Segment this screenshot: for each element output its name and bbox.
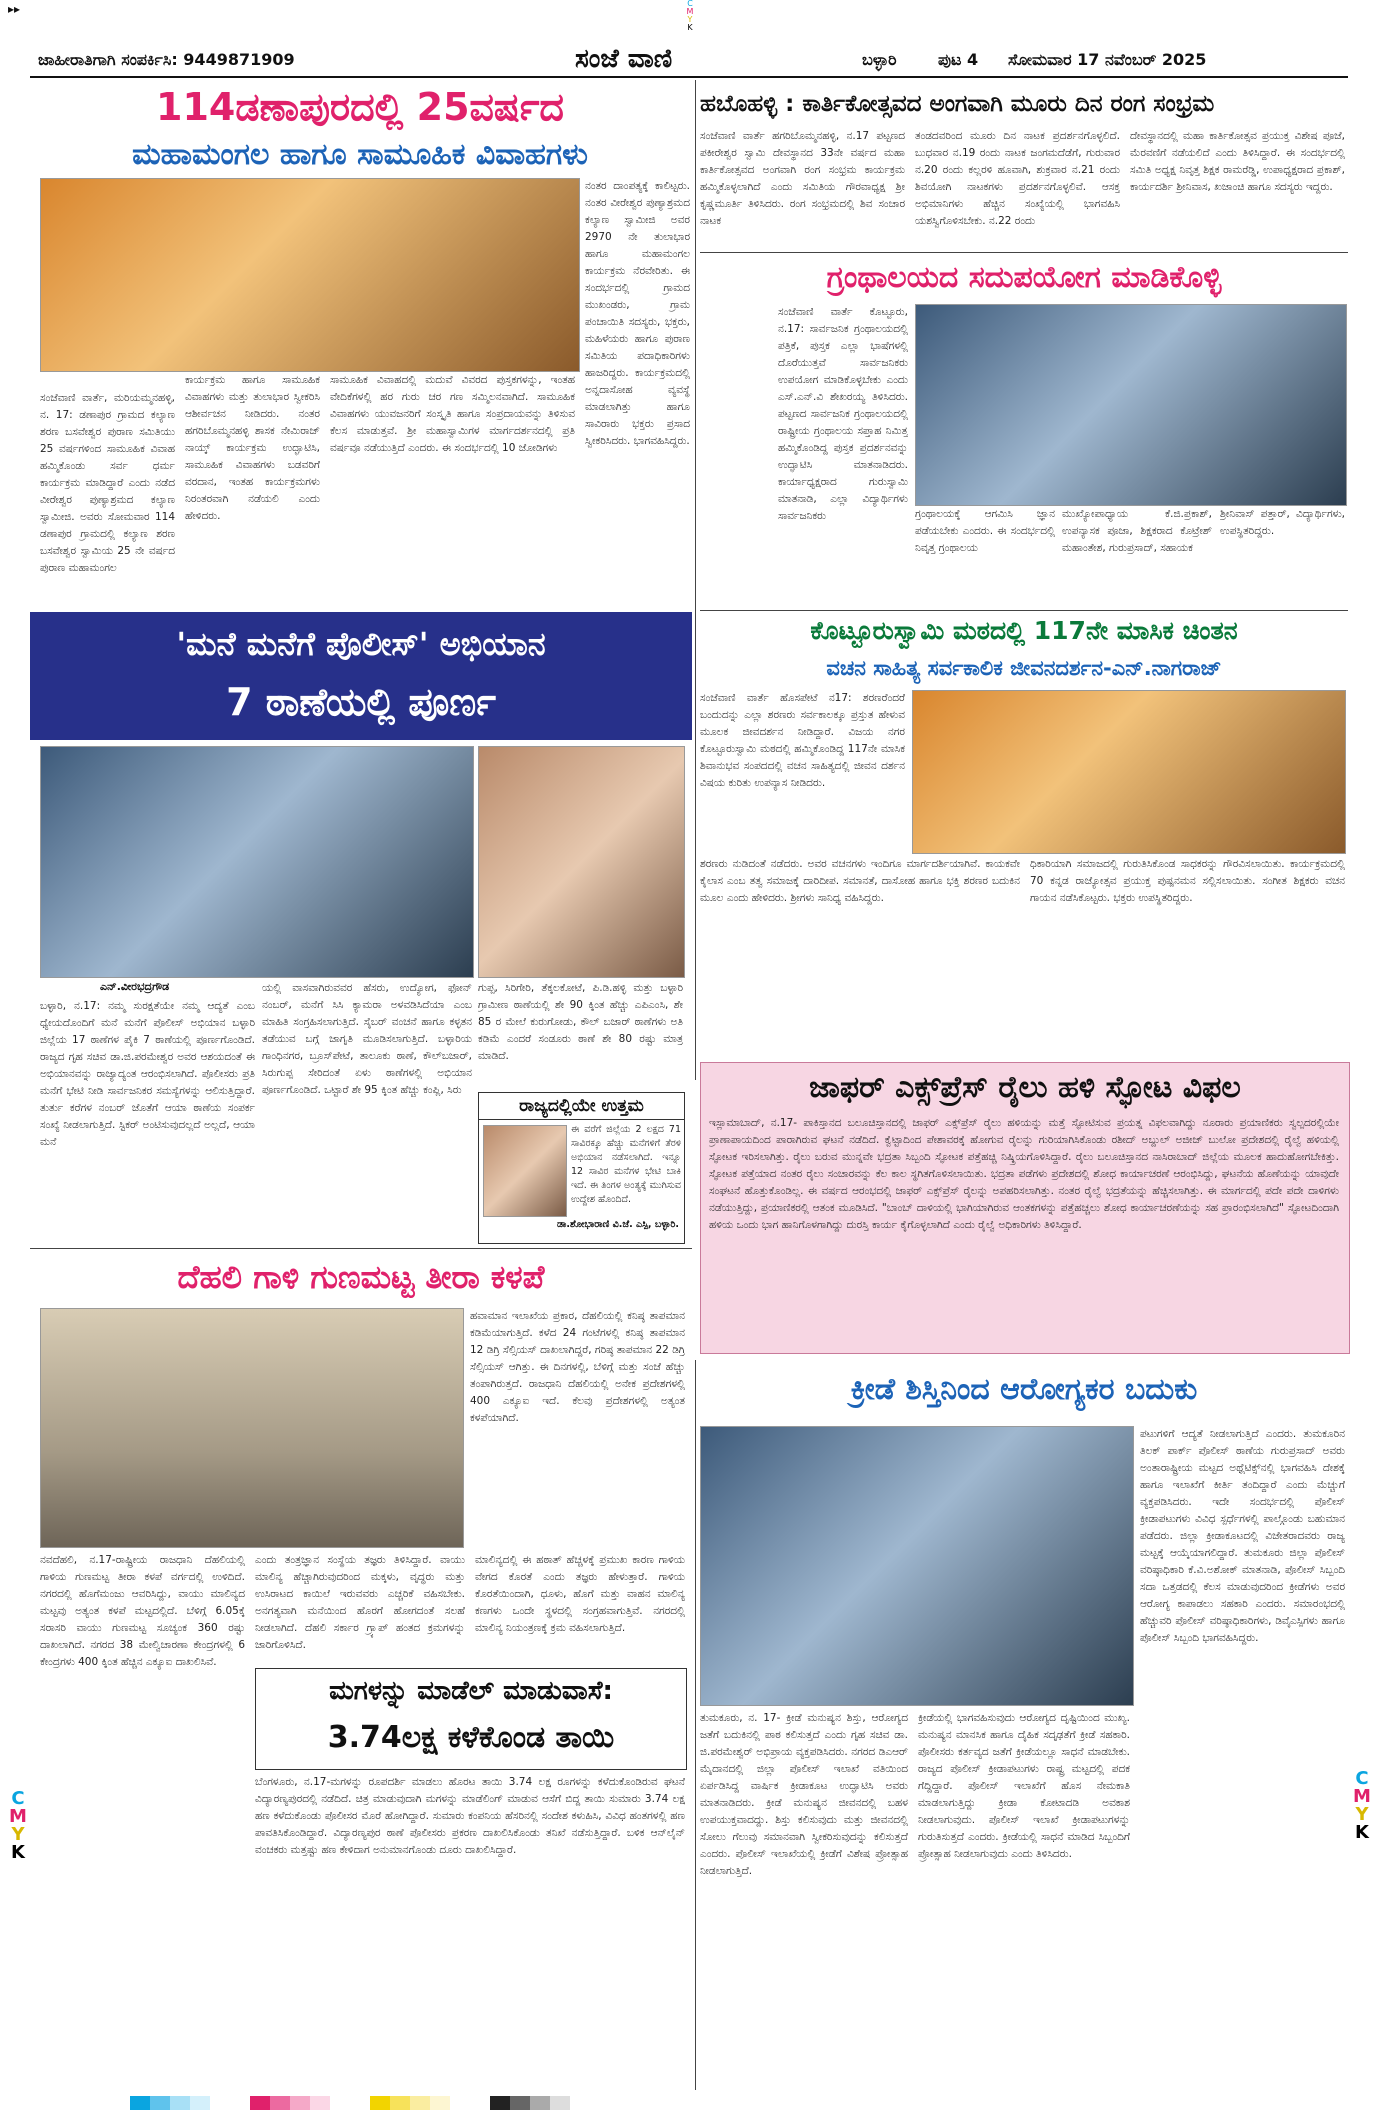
delhi-photo [40,1308,464,1548]
kottur-headline-1: ಕೊಟ್ಟೂರುಸ್ವಾಮಿ ಮಠದಲ್ಲಿ 117ನೇ ಮಾಸಿಕ ಚಿಂತನ [810,616,1238,645]
sp-portrait [483,1125,567,1217]
kottur-photo [912,690,1346,854]
police-byline: ಎನ್.ವೀರಭದ್ರಗೌಡ [100,980,170,993]
mother-head-box [255,1668,687,1770]
library-col1: ಸಂಜೆವಾಣಿ ವಾರ್ತೆ ಕೊಟ್ಟೂರು, ನ.17: ಸಾರ್ವಜನಿಕ ಗ್ರಂಥಾಲಯದಲ್ಲಿ ಪತ್ರಿಕೆ, ಪುಸ್ತಕ ಎಲ್ಲಾ ಭಾಷೆಗಳಲ್ಲಿ ದೊರೆಯುತ್ತವೆ ಸಾರ್ವಜನಿಕರು ಉಪಯೋಗ ಮಾಡಿಕೊಳ್ಳಬೇಕು ಎಂದು ಎಸ್.ಎನ್.ವಿ ಶೇಖರಯ್ಯ ತಿಳಿಸಿದರು. ಪಟ್ಟಣದ ಸಾರ್ವಜನಿಕ ಗ್ರಂಥಾಲಯದಲ್ಲಿ ರಾಷ್ಟ್ರೀಯ ಗ್ರಂಥಾಲಯ ಸಪ್ತಾಹ ನಿಮಿತ್ತ ಹಮ್ಮಿಕೊಂಡಿದ್ದ ಪುಸ್ತಕ ಪ್ರದರ್ಶನವನ್ನು ಉದ್ಘಾಟಿಸಿ ಮಾತನಾಡಿದರು. ಕಾರ್ಯಾಧ್ಯಕ್ಷರಾದ ಗುರುಸ್ವಾಮಿ ಮಾತನಾಡಿ, ಎಲ್ಲಾ ವಿದ್ಯಾರ್ಥಿಗಳು ಸಾರ್ವಜನಿಕರು [778,306,908,522]
police-box-title: ರಾಜ್ಯದಲ್ಲಿಯೇ ಉತ್ತಮ [479,1093,684,1120]
issue-date: ಸೋಮವಾರ 17 ನವೆಂಬರ್ 2025 [1008,50,1207,69]
sports-col2: ಕ್ರೀಡೆಯಲ್ಲಿ ಭಾಗವಹಿಸುವುದು ಆರೋಗ್ಯದ ದೃಷ್ಟಿಯಿಂದ ಮುಖ್ಯ. ಮನುಷ್ಯನ ಮಾನಸಿಕ ಹಾಗೂ ದೈಹಿಕ ಸದೃಢತೆಗೆ ಕ್ರೀಡೆ ಸಹಕಾರಿ. ಪೊಲೀಸರು ಕರ್ತವ್ಯದ ಜತೆಗೆ ಕ್ರೀಡೆಯಲ್ಲೂ ಸಾಧನೆ ಮಾಡಬೇಕು. ರಾಜ್ಯದ ಪೊಲೀಸ್ ಕ್ರೀಡಾಪಟುಗಳು ರಾಷ್ಟ್ರ ಮಟ್ಟದಲ್ಲಿ ಪದಕ ಗೆದ್ದಿದ್ದಾರೆ. ಪೊಲೀಸ್ ಇಲಾಖೆಗೆ ಹೊಸ ನೇಮಕಾತಿ ಮಾಡಲಾಗುತ್ತಿದ್ದು ಕ್ರೀಡಾ ಕೋಟಾದಡಿ ಅವಕಾಶ ನೀಡಲಾಗುವುದು. ಪೊಲೀಸ್ ಇಲಾಖೆ ಕ್ರೀಡಾಪಟುಗಳನ್ನು ಗುರುತಿಸುತ್ತದೆ ಎಂದರು. ಕ್ರೀಡೆಯಲ್ಲಿ ಸಾಧನೆ ಮಾಡಿದ ಸಿಬ್ಬಂದಿಗೆ ಪ್ರೋತ್ಸಾಹ ನೀಡಲಾಗುವುದು ಎಂದು ತಿಳಿಸಿದರು. [918,1712,1130,1860]
rule-library [700,610,1348,611]
delhi-col2: ಎಂದು ತಂತ್ರಜ್ಞಾನ ಸಂಸ್ಥೆಯ ತಜ್ಞರು ತಿಳಿಸಿದ್ದಾರೆ. ವಾಯು ಮಾಲಿನ್ಯ ಹೆಚ್ಚಾಗಿರುವುದರಿಂದ ಮಕ್ಕಳು, ವೃದ್ಧರು ಮತ್ತು ಉಸಿರಾಟದ ಕಾಯಿಲೆ ಇರುವವರು ಎಚ್ಚರಿಕೆ ವಹಿಸಬೇಕು. ಅನಗತ್ಯವಾಗಿ ಮನೆಯಿಂದ ಹೊರಗೆ ಹೋಗದಂತೆ ಸಲಹೆ ನೀಡಲಾಗಿದೆ. ದೆಹಲಿ ಸರ್ಕಾರ ಗ್ರ್ಯಾಪ್ ಹಂತದ ಕ್ರಮಗಳನ್ನು ಜಾರಿಗೊಳಿಸಿದೆ. [255,1554,465,1651]
marriage-col2: ಕಾರ್ಯಕ್ರಮ ಹಾಗೂ ಸಾಮೂಹಿಕ ವಿವಾಹಗಳು ಮತ್ತು ತುಲಾಭಾರ ಸ್ವೀಕರಿಸಿ ಆಶೀರ್ವಚನ ನೀಡಿದರು. ನಂತರ ಹಗರಿಬೊಮ್ಮನಹಳ್ಳಿ ಶಾಸಕ ನೇಮಿರಾಜ್ ನಾಯ್ಕ್ ಕಾರ್ಯಕ್ರಮ ಉದ್ಘಾಟಿಸಿ, ಸಾಮೂಹಿಕ ವಿವಾಹಗಳು ಬಡವರಿಗೆ ವರದಾನ, ಇಂತಹ ಕಾರ್ಯಕ್ರಮಗಳು ನಿರಂತರವಾಗಿ ನಡೆಯಲಿ ಎಂದು ಹೇಳಿದರು. [185,374,320,522]
jafar-headline: ಜಾಫರ್ ಎಕ್ಸ್‌ಪ್ರೆಸ್ ರೈಲು ಹಳಿ ಸ್ಫೋಟ ವಿಫಲ [809,1070,1241,1105]
sports-headline: ಕ್ರೀಡೆ ಶಿಸ್ತಿನಿಂದ ಆರೋಗ್ಯಕರ ಬದುಕು [850,1372,1198,1407]
cmyk-k: K [687,23,693,32]
marriage-headline-2: ಮಹಾಮಂಗಲ ಹಾಗೂ ಸಾಮೂಹಿಕ ವಿವಾಹಗಳು [132,137,588,172]
police-box-signature: ಡಾ.ಶೋಭಾರಾಣಿ ವಿ.ಜೆ. ಎಸ್ಪಿ, ಬಳ್ಳಾರಿ. [556,1219,679,1230]
cmyk-top-mark [682,0,698,32]
cmyk-left-c: C [11,1788,25,1809]
mother-headline-1: ಮಗಳನ್ನು ಮಾಡೆಲ್ ಮಾಡುವಾಸೆ: [329,1676,613,1706]
cmyk-left-k: K [11,1842,25,1863]
kottur-headline-2: ವಚನ ಸಾಹಿತ್ಯ ಸರ್ವಕಾಲಿಕ ಜೀವನದರ್ಶನ-ಎನ್.ನಾಗರಾಜ್ [826,656,1222,680]
cmyk-right-k: K [1355,1822,1369,1843]
police-col3: ಗುಪ್ಪ, ಸಿರಿಗೇರಿ, ತೆಕ್ಕಲಕೋಟೆ, ಪಿ.ಡಿ.ಹಳ್ಳಿ ಮತ್ತು ಬಳ್ಳಾರಿ ಗ್ರಾಮೀಣ ಠಾಣೆಯಲ್ಲಿ ಶೇ 90 ಕ್ಕಿಂತ ಹೆಚ್ಚು ಎಪಿಎಂಸಿ, ಶೇ 85 ರ ಮೇಲೆ ಕುರುಗೋಡು, ಕೌಲ್ ಬಜಾರ್ ಠಾಣೆಗಳು ಅತಿ ಕಡಿಮೆ ಎಂದರೆ ಸಂಡೂರು ಠಾಣೆ ಶೇ 80 ರಷ್ಟು ಮಾತ್ರ ಮಾಡಿದೆ. [478,982,683,1062]
kottur-col3: ಧಿಕಾರಿಯಾಗಿ ಸಮಾಜದಲ್ಲಿ ಗುರುತಿಸಿಕೊಂಡ ಸಾಧಕರನ್ನು ಗೌರವಿಸಲಾಯಿತು. ಕಾರ್ಯಕ್ರಮದಲ್ಲಿ 70 ಕನ್ನಡ ರಾಜ್ಯೋತ್ಸವ ಪ್ರಯುಕ್ತ ಪುಷ್ಪನಮನ ಸಲ್ಲಿಸಲಾಯಿತು. ಸಂಗೀತ ಶಿಕ್ಷಕರು ವಚನ ಗಾಯನ ನಡೆಸಿಕೊಟ್ಟರು. ಭಕ್ತರು ಉಪಸ್ಥಿತರಿದ್ದರು. [1030,858,1345,904]
color-calibration-bar [130,2096,570,2110]
masthead-rule [30,76,1348,78]
cmyk-right-mark [1352,1770,1372,1842]
police-photo-2 [478,746,685,978]
cmyk-y: Y [687,15,693,24]
rule-harapanahalli [700,252,1348,253]
cmyk-right-c: C [1355,1768,1369,1789]
edition-city: ಬಳ್ಳಾರಿ [862,50,897,69]
kottur-col2: ಶರಣರು ನುಡಿದಂತೆ ನಡೆದರು. ಅವರ ವಚನಗಳು ಇಂದಿಗೂ ಮಾರ್ಗದರ್ಶಿಯಾಗಿವೆ. ಕಾಯಕವೇ ಕೈಲಾಸ ಎಂಬ ತತ್ವ ಸಮಾಜಕ್ಕೆ ದಾರಿದೀಪ. ಸಮಾನತೆ, ದಾಸೋಹ ಹಾಗೂ ಭಕ್ತಿ ಶರಣರ ಬದುಕಿನ ಮೂಲ ಎಂದು ಹೇಳಿದರು. ಶ್ರೀಗಳು ಸಾನಿಧ್ಯ ವಹಿಸಿದ್ದರು. [700,858,1020,904]
harapanahalli-headline: ಹಬೊಹಳ್ಳಿ : ಕಾರ್ತಿಕೋತ್ಸವದ ಅಂಗವಾಗಿ ಮೂರು ದಿನ ರಂಗ ಸಂಭ್ರಮ [700,84,1348,124]
sports-col1: ತುಮಕೂರು, ನ. 17- ಕ್ರೀಡೆ ಮನುಷ್ಯನ ಶಿಸ್ತು, ಆರೋಗ್ಯದ ಜತೆಗೆ ಬದುಕಿನಲ್ಲಿ ಪಾಠ ಕಲಿಸುತ್ತದೆ ಎಂದು ಗೃಹ ಸಚಿವ ಡಾ. ಜಿ.ಪರಮೇಶ್ವರ್ ಅಭಿಪ್ರಾಯ ವ್ಯಕ್ತಪಡಿಸಿದರು. ನಗರದ ಡಿಎಆರ್ ಮೈದಾನದಲ್ಲಿ ಜಿಲ್ಲಾ ಪೊಲೀಸ್ ಇಲಾಖೆ ವತಿಯಿಂದ ಏರ್ಪಡಿಸಿದ್ದ ವಾರ್ಷಿಕ ಕ್ರೀಡಾಕೂಟ ಉದ್ಘಾಟಿಸಿ ಅವರು ಮಾತನಾಡಿದರು. ಕ್ರೀಡೆ ಮನುಷ್ಯನ ಜೀವನದಲ್ಲಿ ಬಹಳ ಉಪಯುಕ್ತವಾದದ್ದು. ಶಿಸ್ತು ಕಲಿಸುವುದು ಮತ್ತು ಜೀವನದಲ್ಲಿ ಸೋಲು ಗೆಲುವು ಸಮಾನವಾಗಿ ಸ್ವೀಕರಿಸುವುದನ್ನು ಕಲಿಸುತ್ತದೆ ಎಂದರು. ಪೊಲೀಸ್ ಇಲಾಖೆಯಲ್ಲಿ ಕ್ರೀಡೆಗೆ ವಿಶೇಷ ಪ್ರೋತ್ಸಾಹ ನೀಡಲಾಗುತ್ತಿದೆ. [700,1712,908,1877]
library-headline: ಗ್ರಂಥಾಲಯದ ಸದುಪಯೋಗ ಮಾಡಿಕೊಳ್ಳಿ [826,260,1222,295]
police-col2: ಯಲ್ಲಿ ವಾಸವಾಗಿರುವವರ ಹೆಸರು, ಉದ್ಯೋಗ, ಫೋನ್ ನಂಬರ್, ಮನೆಗೆ ಸಿಸಿ ಕ್ಯಾಮರಾ ಅಳವಡಿಸಿದೆಯಾ ಎಂಬ ಮಾಹಿತಿ ಸಂಗ್ರಹಿಸಲಾಗುತ್ತಿದೆ. ಸೈಬರ್ ವಂಚನೆ ಹಾಗೂ ಕಳ್ಳತನ ತಡೆಯುವ ಬಗ್ಗೆ ಜಾಗೃತಿ ಮೂಡಿಸಲಾಗುತ್ತಿದೆ. ಬಳ್ಳಾರಿಯ ಗಾಂಧಿನಗರ, ಬ್ರೂಸ್‌ಪೇಟೆ, ತಾಲೂಕು ಠಾಣೆ, ಕೌಲ್‌ಬಜಾರ್, ಸಿರುಗುಪ್ಪ ಸೇರಿದಂತೆ ಏಳು ಠಾಣೆಗಳಲ್ಲಿ ಅಭಿಯಾನ ಪೂರ್ಣಗೊಂಡಿದೆ. ಒಟ್ಟಾರೆ ಶೇ 95 ಕ್ಕಿಂತ ಹೆಚ್ಚು ಕಂಪ್ಲಿ, ಸಿರು [262,982,472,1096]
mother-headline-2: 3.74ಲಕ್ಷ ಕಳೆಕೊಂಡ ತಾಯಿ [327,1720,615,1755]
sports-photo [700,1426,1134,1706]
cmyk-c: C [687,0,693,8]
delhi-col1: ನವದೆಹಲಿ, ನ.17-ರಾಷ್ಟ್ರೀಯ ರಾಜಧಾನಿ ದೆಹಲಿಯಲ್ಲಿ ಗಾಳಿಯ ಗುಣಮಟ್ಟ ತೀರಾ ಕಳಪೆ ವರ್ಗದಲ್ಲಿ ಉಳಿದಿದೆ. ನಗರದಲ್ಲಿ ಹೊಗೆಮಂಜು ಆವರಿಸಿದ್ದು, ವಾಯು ಮಾಲಿನ್ಯದ ಮಟ್ಟವು ಅತ್ಯಂತ ಕಳಪೆ ಮಟ್ಟದಲ್ಲಿದೆ. ಬೆಳಿಗ್ಗೆ 6.05ಕ್ಕೆ ಸರಾಸರಿ ವಾಯು ಗುಣಮಟ್ಟ ಸೂಚ್ಯಂಕ 360 ರಷ್ಟು ದಾಖಲಾಗಿದೆ. ನಗರದ 38 ಮೇಲ್ವಿಚಾರಣಾ ಕೇಂದ್ರಗಳಲ್ಲಿ 6 ಕೇಂದ್ರಗಳು 400 ಕ್ಕಿಂತ ಹೆಚ್ಚಿನ ಎಕ್ಯೂಐ ದಾಖಲಿಸಿವೆ. [40,1554,245,1668]
jafar-body: ಇಸ್ಲಾಮಾಬಾದ್, ನ.17- ಪಾಕಿಸ್ತಾನದ ಬಲೂಚಿಸ್ತಾನದಲ್ಲಿ ಜಾಫರ್ ಎಕ್ಸ್‌ಪ್ರೆಸ್ ರೈಲು ಹಳಿಯನ್ನು ಮತ್ತೆ ಸ್ಫೋಟಿಸುವ ಪ್ರಯತ್ನ ವಿಫಲವಾಗಿದ್ದು ನೂರಾರು ಪ್ರಯಾಣಿಕರು ಸ್ವಲ್ಪದರಲ್ಲಿಯೇ ಪ್ರಾಣಾಪಾಯದಿಂದ ಪಾರಾಗಿರುವ ಘಟನೆ ನಡೆದಿದೆ. ಕ್ವೆಟ್ಟಾದಿಂದ ಪೇಶಾವರಕ್ಕೆ ಹೋಗುವ ರೈಲನ್ನು ಗುರಿಯಾಗಿಸಿಕೊಂಡು ರಶೀದ್ ಅಬ್ದುಲ್ ಅಜೀಜ್ ಬುಲೋ ಪ್ರದೇಶದಲ್ಲಿ ರೈಲ್ವೆ ಹಳಿಯಲ್ಲಿ ಸ್ಫೋಟಕ ಇರಿಸಲಾಗಿತ್ತು. ರೈಲು ಬರುವ ಮುನ್ನವೇ ಭದ್ರತಾ ಸಿಬ್ಬಂದಿ ಸ್ಫೋಟಕ ಪತ್ತೆಹಚ್ಚಿ ನಿಷ್ಕ್ರಿಯಗೊಳಿಸಿದ್ದಾರೆ. ರೈಲು ಬಲೂಚಿಸ್ತಾನದ ನಾಸಿರಾಬಾದ್ ಜಿಲ್ಲೆಯ ಮೂಲಕ ಹಾದುಹೋಗಬೇಕಿತ್ತು. ಸ್ಫೋಟಕ ಪತ್ತೆಯಾದ ನಂತರ ರೈಲು ಸಂಚಾರವನ್ನು ಕೆಲ ಕಾಲ ಸ್ಥಗಿತಗೊಳಿಸಲಾಯಿತು. ಭದ್ರತಾ ಪಡೆಗಳು ಪ್ರದೇಶದಲ್ಲಿ ಶೋಧ ಕಾರ್ಯಾಚರಣೆ ಆರಂಭಿಸಿದ್ದು, ಘಟನೆಯ ಹೊಣೆಯನ್ನು ಯಾವುದೇ ಸಂಘಟನೆ ಹೊತ್ತುಕೊಂಡಿಲ್ಲ. ಈ ವರ್ಷದ ಆರಂಭದಲ್ಲಿ ಜಾಫರ್ ಎಕ್ಸ್‌ಪ್ರೆಸ್ ರೈಲನ್ನು ಅಪಹರಿಸಲಾಗಿತ್ತು. ನಂತರ ರೈಲ್ವೆ ಭದ್ರತೆಯನ್ನು ಹೆಚ್ಚಿಸಲಾಗಿತ್ತು. ಈ ಮಾರ್ಗದಲ್ಲಿ ಪದೇ ಪದೇ ದಾಳಿಗಳು ನಡೆಯುತ್ತಿದ್ದು, ಪ್ರಯಾಣಿಕರಲ್ಲಿ ಆತಂಕ ಮೂಡಿಸಿದೆ. "ಬಾಂಬ್ ದಾಳಿಯಲ್ಲಿ ಭಾಗಿಯಾಗಿರುವ ಆಂತಕಗಳನ್ನು ಪತ್ತೆಹಚ್ಚಲು ಶೋಧ ಕಾರ್ಯಾಚರಣೆಯನ್ನು ಸಹ ಪ್ರಾರಂಭಿಸಲಾಗಿದೆ" ಸ್ಫೋಟದಿಂದಾಗಿ ಹಳಿಯ ಒಂದು ಭಾಗ ಹಾನಿಗೊಳಗಾಗಿದ್ದು ದುರಸ್ತಿ ಕಾರ್ಯ ಕೈಗೊಳ್ಳಲಾಗಿದೆ ಎಂದು ರೈಲ್ವೆ ಅಧಿಕಾರಿಗಳು ತಿಳಿಸಿದ್ದಾರೆ. [709,1117,1339,1231]
police-box [478,1092,685,1244]
cmyk-m: M [686,7,694,16]
cmyk-left-mark [8,1790,28,1862]
rule-delhi [30,1248,692,1249]
marriage-col1: ಸಂಜೆವಾಣಿ ವಾರ್ತೆ, ಮರಿಯಮ್ಮನಹಳ್ಳಿ, ನ. 17: ಡಣಾಪುರ ಗ್ರಾಮದ ಕಲ್ಯಾಣ ಶರಣ ಬಸವೇಶ್ವರ ಪುರಾಣ ಸಮಿತಿಯು 25 ವರ್ಷಗಳಿಂದ ಸಾಮೂಹಿಕ ವಿವಾಹ ಹಮ್ಮಿಕೊಂಡು ಸರ್ವ ಧರ್ಮ ಕಾರ್ಯಕ್ರಮ ಮಾಡಿದ್ದಾರೆ ಎಂದು ನಡೆದ ವೀರೇಶ್ವರ ಪುಣ್ಯಾಶ್ರಮದ ಕಲ್ಯಾಣ ಸ್ವಾಮೀಜಿ. ಅವರು ಸೋಮವಾರ 114 ಡಣಾಪುರ ಗ್ರಾಮದಲ್ಲಿ ಕಲ್ಯಾಣ ಶರಣ ಬಸವೇಶ್ವರ ಸ್ವಾಮಿಯ 25 ನೇ ವರ್ಷದ ಪುರಾಣ ಮಹಾಮಂಗಲ [40,392,175,574]
jafar-box [700,1062,1350,1354]
police-box-text: ಈ ವರೆಗೆ ಜಿಲ್ಲೆಯ 2 ಲಕ್ಷದ 71 ಸಾವಿರಕ್ಕೂ ಹೆಚ್ಚು ಮನೆಗಳಿಗೆ ತೆರಳಿ ಅಭಿಯಾನ ನಡೆಸಲಾಗಿದೆ. ಇನ್ನೂ 12 ಸಾವಿರ ಮನೆಗಳ ಭೇಟಿ ಬಾಕಿ ಇದೆ. ಈ ತಿಂಗಳ ಅಂತ್ಯಕ್ಕೆ ಮುಗಿಸುವ ಉದ್ದೇಶ ಹೊಂದಿದೆ. [571,1124,681,1205]
cmyk-right-m: M [1353,1786,1371,1807]
cmyk-left-m: M [9,1806,27,1827]
ad-contact: ಜಾಹೀರಾತಿಗಾಗಿ ಸಂಪರ್ಕಿಸಿ: 9449871909 [38,50,295,69]
column-rule-center [695,80,696,1080]
delhi-side: ಹವಾಮಾನ ಇಲಾಖೆಯ ಪ್ರಕಾರ, ದೆಹಲಿಯಲ್ಲಿ ಕನಿಷ್ಠ ತಾಪಮಾನ ಕಡಿಮೆಯಾಗುತ್ತಿದೆ. ಕಳೆದ 24 ಗಂಟೆಗಳಲ್ಲಿ ಕನಿಷ್ಠ ತಾಪಮಾನ 12 ಡಿಗ್ರಿ ಸೆಲ್ಸಿಯಸ್ ದಾಖಲಾಗಿದ್ದರೆ, ಗರಿಷ್ಠ ತಾಪಮಾನ 22 ಡಿಗ್ರಿ ಸೆಲ್ಸಿಯಸ್ ಆಗಿತ್ತು. ಈ ದಿನಗಳಲ್ಲಿ, ಬೆಳಿಗ್ಗೆ ಮತ್ತು ಸಂಜೆ ಹೆಚ್ಚು ತಂಪಾಗಿರುತ್ತದೆ. ರಾಜಧಾನಿ ದೆಹಲಿಯಲ್ಲಿ ಅನೇಕ ಪ್ರದೇಶಗಳಲ್ಲಿ 400 ಎಕ್ಯೂಐ ಇದೆ. ಕೆಲವು ಪ್ರದೇಶಗಳಲ್ಲಿ ಅತ್ಯಂತ ಕಳಪೆಯಾಗಿದೆ. [470,1310,685,1424]
marriage-headline-1: 114ಡಣಾಪುರದಲ್ಲಿ 25ವರ್ಷದ [156,85,564,129]
cmyk-right-y: Y [1355,1804,1369,1825]
library-photo [915,304,1347,506]
harapanahalli-col1: ಸಂಜೆವಾಣಿ ವಾರ್ತೆ ಹಗರಿಬೊಮ್ಮನಹಳ್ಳಿ, ನ.17 ಪಟ್ಟಣದ ಪಕೀರೇಶ್ವರ ಸ್ವಾಮಿ ದೇವಸ್ಥಾನದ 33ನೇ ವರ್ಷದ ಮಹಾ ಕಾರ್ತಿಕೋತ್ಸವದ ಅಂಗವಾಗಿ ರಂಗ ಸಂಭ್ರಮ ಕಾರ್ಯಕ್ರಮ ಹಮ್ಮಿಕೊಳ್ಳಲಾಗಿದೆ ಎಂದು ಸಮಿತಿಯ ಗೌರವಾಧ್ಯಕ್ಷ ಶ್ರೀ ಕೃಷ್ಣಮೂರ್ತಿ ತಿಳಿಸಿದರು. ರಂಗ ಸಂಭ್ರಮದಲ್ಲಿ ಶಿವ ಸಂಚಾರ ನಾಟಕ [700,130,905,227]
page-number: ಪುಟ 4 [938,50,979,69]
police-banner [30,612,692,740]
mother-col1: ಬೆಂಗಳೂರು, ನ.17-ಮಗಳನ್ನು ರೂಪದರ್ಶಿ ಮಾಡಲು ಹೊರಟ ತಾಯಿ 3.74 ಲಕ್ಷ ರೂಗಳನ್ನು ಕಳೆದುಕೊಂಡಿರುವ ಘಟನೆ ವಿದ್ಯಾರಣ್ಯಪುರದಲ್ಲಿ ನಡೆದಿದೆ. ಚಿತ್ರ ಮಾಡುವುದಾಗಿ ಮಗಳನ್ನು ಮಾಡೆಲಿಂಗ್ ಮಾಡುವ ಆಸೆಗೆ ಬಿದ್ದ ತಾಯಿ ಸುಮಾರು 3.74 ಲಕ್ಷ ಹಣ ಕಳೆದುಕೊಂಡು ಪೊಲೀಸರ ಮೊರೆ ಹೋಗಿದ್ದಾರೆ. ಸುಮಾರು ಕಂಪನಿಯ ಹೆಸರಿನಲ್ಲಿ ಸಂದೇಶ ಕಳುಹಿಸಿ, ವಿವಿಧ ಹಂತಗಳಲ್ಲಿ ಹಣ ಪಾವತಿಸಿಕೊಂಡಿದ್ದಾರೆ. ವಿದ್ಯಾರಣ್ಯಪುರ ಠಾಣೆ ಪೊಲೀಸರು ಪ್ರಕರಣ ದಾಖಲಿಸಿಕೊಂಡು ತನಿಖೆ ನಡೆಸುತ್ತಿದ್ದಾರೆ. ಬಳಿಕ ಆನ್‌ಲೈನ್ ವಂಚಕರು ಮತ್ತಷ್ಟು ಹಣ ಕೇಳಿದಾಗ ಅನುಮಾನಗೊಂಡು ದೂರು ದಾಖಲಿಸಿದ್ದಾರೆ. [255,1776,685,1856]
column-rule-lower [695,1360,696,2090]
sports-right: ಪಟುಗಳಿಗೆ ಆದ್ಯತೆ ನೀಡಲಾಗುತ್ತಿದೆ ಎಂದರು. ತುಮಕೂರಿನ ತಿಲಕ್ ಪಾರ್ಕ್ ಪೊಲೀಸ್ ಠಾಣೆಯ ಗುರುಪ್ರಸಾದ್ ಅವರು ಅಂತಾರಾಷ್ಟ್ರೀಯ ಮಟ್ಟದ ಅಥ್ಲೆಟಿಕ್ಸ್‌ನಲ್ಲಿ ಭಾಗವಹಿಸಿ ದೇಶಕ್ಕೆ ಹಾಗೂ ಇಲಾಖೆಗೆ ಕೀರ್ತಿ ತಂದಿದ್ದಾರೆ ಎಂದು ಮೆಚ್ಚುಗೆ ವ್ಯಕ್ತಪಡಿಸಿದರು. ಇದೇ ಸಂದರ್ಭದಲ್ಲಿ ಪೊಲೀಸ್ ಕ್ರೀಡಾಪಟುಗಳು ವಿವಿಧ ಸ್ಪರ್ಧೆಗಳಲ್ಲಿ ಪಾಲ್ಗೊಂಡು ಬಹುಮಾನ ಪಡೆದರು. ಜಿಲ್ಲಾ ಕ್ರೀಡಾಕೂಟದಲ್ಲಿ ವಿಜೇತರಾದವರು ರಾಜ್ಯ ಮಟ್ಟಕ್ಕೆ ಆಯ್ಕೆಯಾಗಲಿದ್ದಾರೆ. ತುಮಕೂರು ಜಿಲ್ಲಾ ಪೊಲೀಸ್ ವರಿಷ್ಠಾಧಿಕಾರಿ ಕೆ.ವಿ.ಅಶೋಕ್ ಮಾತನಾಡಿ, ಪೊಲೀಸ್ ಸಿಬ್ಬಂದಿ ಸದಾ ಒತ್ತಡದಲ್ಲಿ ಕೆಲಸ ಮಾಡುವುದರಿಂದ ಕ್ರೀಡೆಗಳು ಅವರ ಆರೋಗ್ಯ ಕಾಪಾಡಲು ಸಹಕಾರಿ ಎಂದರು. ಸಮಾರಂಭದಲ್ಲಿ ಹೆಚ್ಚುವರಿ ಪೊಲೀಸ್ ವರಿಷ್ಠಾಧಿಕಾರಿಗಳು, ಡಿವೈಎಸ್ಪಿಗಳು ಹಾಗೂ ಪೊಲೀಸ್ ಸಿಬ್ಬಂದಿ ಭಾಗವಹಿಸಿದ್ದರು. [1140,1428,1345,1644]
kottur-col1: ಸಂಜೆವಾಣಿ ವಾರ್ತೆ ಹೊಸಪೇಟೆ ನ17: ಶರಣರೆಂದರೆ ಬಂದುದನ್ನು ಎಲ್ಲಾ ಶರಣರು ಸರ್ವಕಾಲಕ್ಕೂ ಪ್ರಸ್ತುತ ಹೇಳುವ ಮೂಲಕ ಜೀವದರ್ಶನ ನೀಡಿದ್ದಾರೆ. ವಿಜಯ ನಗರ ಕೊಟ್ಟೂರುಸ್ವಾಮಿ ಮಠದಲ್ಲಿ ಹಮ್ಮಿಕೊಂಡಿದ್ದ 117ನೇ ಮಾಸಿಕ ಶಿವಾನುಭವ ಸಂಪದದಲ್ಲಿ ವಚನ ಸಾಹಿತ್ಯದಲ್ಲಿ ಜೀವನ ದರ್ಶನ ವಿಷಯ ಕುರಿತು ಉಪನ್ಯಾಸ ನೀಡಿದರು. [700,692,905,789]
marriage-photo [40,178,580,372]
paper-name: ಸಂಜೆ ವಾಣಿ [575,44,673,74]
harapanahalli-col2: ತಂಡದವರಿಂದ ಮೂರು ದಿನ ನಾಟಕ ಪ್ರದರ್ಶನಗೊಳ್ಳಲಿದೆ. ಬುಧವಾರ ನ.19 ರಂದು ನಾಟಕ ಜಂಗಮದೆಡೆಗೆ, ಗುರುವಾರ ನ.20 ರಂದು ಕಲ್ಲರಳಿ ಹೂವಾಗಿ, ಶುಕ್ರವಾರ ನ.21 ರಂದು ಶಿವಯೋಗಿ ನಾಟಕಗಳು ಪ್ರದರ್ಶನಗೊಳ್ಳಲಿವೆ. ಆಸಕ್ತ ಅಭಿಮಾನಿಗಳು ಹೆಚ್ಚಿನ ಸಂಖ್ಯೆಯಲ್ಲಿ ಭಾಗವಹಿಸಿ ಯಶಸ್ವಿಗೊಳಿಸಬೇಕು. ನ.22 ರಂದು [915,130,1120,227]
police-photo-1 [40,746,474,978]
harapanahalli-col3: ದೇವಸ್ಥಾನದಲ್ಲಿ ಮಹಾ ಕಾರ್ತಿಕೋತ್ಸವ ಪ್ರಯುಕ್ತ ವಿಶೇಷ ಪೂಜೆ, ಮೆರವಣಿಗೆ ನಡೆಯಲಿದೆ ಎಂದು ತಿಳಿಸಿದ್ದಾರೆ. ಈ ಸಂದರ್ಭದಲ್ಲಿ ಸಮಿತಿ ಅಧ್ಯಕ್ಷ ನಿವೃತ್ತ ಶಿಕ್ಷಕ ರಾಮರೆಡ್ಡಿ, ಉಪಾಧ್ಯಕ್ಷರಾದ ಪ್ರಕಾಶ್, ಕಾರ್ಯದರ್ಶಿ ಶ್ರೀನಿವಾಸ, ಖಜಾಂಚಿ ಹಾಗೂ ಸದಸ್ಯರು ಇದ್ದರು. [1130,130,1345,193]
marriage-col4: ನಂತರ ದಾಂಪತ್ಯಕ್ಕೆ ಕಾಲಿಟ್ಟರು. ನಂತರ ವೀರೇಶ್ವರ ಪುಣ್ಯಾಶ್ರಮದ ಕಲ್ಯಾಣ ಸ್ವಾಮೀಜಿ ಅವರ 2970 ನೇ ತುಲಾಭಾರ ಹಾಗೂ ಮಹಾಮಂಗಲ ಕಾರ್ಯಕ್ರಮ ನೆರವೇರಿತು. ಈ ಸಂದರ್ಭದಲ್ಲಿ ಗ್ರಾಮದ ಮುಖಂಡರು, ಗ್ರಾಮ ಪಂಚಾಯಿತಿ ಸದಸ್ಯರು, ಭಕ್ತರು, ಮಹಿಳೆಯರು ಹಾಗೂ ಪುರಾಣ ಸಮಿತಿಯ ಪದಾಧಿಕಾರಿಗಳು ಹಾಜರಿದ್ದರು. ಕಾರ್ಯಕ್ರಮದಲ್ಲಿ ಅನ್ನದಾಸೋಹ ವ್ಯವಸ್ಥೆ ಮಾಡಲಾಗಿತ್ತು ಹಾಗೂ ಸಾವಿರಾರು ಭಕ್ತರು ಪ್ರಸಾದ ಸ್ವೀಕರಿಸಿದರು. ಭಾಗವಹಿಸಿದ್ದರು. [585,180,690,447]
police-headline-2: 7 ಠಾಣೆಯಲ್ಲಿ ಪೂರ್ಣ [226,680,496,724]
library-caption-3: ಶ್ರೀನಿವಾಸ್ ಪತ್ತಾರ್, ವಿದ್ಯಾರ್ಥಿಗಳು, ಉಪಸ್ಥಿತರಿದ್ದರು. [1220,508,1345,537]
registration-arrow: ▸▸ [8,2,21,16]
cmyk-left-y: Y [11,1824,25,1845]
police-headline-1: 'ಮನೆ ಮನೆಗೆ ಪೊಲೀಸ್' ಅಭಿಯಾನ [176,625,546,663]
police-col1: ಬಳ್ಳಾರಿ, ನ.17: ನಮ್ಮ ಸುರಕ್ಷತೆಯೇ ನಮ್ಮ ಆದ್ಯತೆ ಎಂಬ ಧ್ಯೇಯದೊಂದಿಗೆ ಮನೆ ಮನೆಗೆ ಪೊಲೀಸ್ ಅಭಿಯಾನ ಬಳ್ಳಾರಿ ಜಿಲ್ಲೆಯ 17 ಠಾಣೆಗಳ ಪೈಕಿ 7 ಠಾಣೆಯಲ್ಲಿ ಪೂರ್ಣಗೊಂಡಿದೆ. ರಾಜ್ಯದ ಗೃಹ ಸಚಿವ ಡಾ.ಜಿ.ಪರಮೇಶ್ವರ ಅವರ ಆಶಯದಂತೆ ಈ ಅಭಿಯಾನವನ್ನು ರಾಜ್ಯಾದ್ಯಂತ ಆರಂಭಿಸಲಾಗಿದೆ. ಪೊಲೀಸರು ಪ್ರತಿ ಮನೆಗೆ ಭೇಟಿ ನೀಡಿ ಸಾರ್ವಜನಿಕರ ಸಮಸ್ಯೆಗಳನ್ನು ಆಲಿಸುತ್ತಿದ್ದಾರೆ. ತುರ್ತು ಕರೆಗಳ ನಂಬರ್ ಜೊತೆಗೆ ಆಯಾ ಠಾಣೆಯ ಸಂಪರ್ಕ ಸಂಖ್ಯೆ ನೀಡಲಾಗುತ್ತಿದೆ. ಸ್ಟಿಕರ್ ಅಂಟಿಸುವುದಲ್ಲದೆ ಅಲ್ಲದೆ, ಆಯಾ ಮನೆ [40,1000,255,1148]
delhi-headline: ದೆಹಲಿ ಗಾಳಿ ಗುಣಮಟ್ಟ ತೀರಾ ಕಳಪೆ [177,1258,545,1296]
marriage-col3: ಸಾಮೂಹಿಕ ವಿವಾಹದಲ್ಲಿ ಮದುವೆ ವಿವರದ ಪುಸ್ತಕಗಳನ್ನು, ಇಂತಹ ವೇದಿಕೆಗಳಲ್ಲಿ ಹರ ಗುರು ಚರ ಗಣ ಸಮ್ಮಿಲನವಾಗಿದೆ. ಸಾಮೂಹಿಕ ವಿವಾಹಗಳು ಯುವಜನರಿಗೆ ಸಂಸ್ಕೃತಿ ಹಾಗೂ ಸಂಪ್ರದಾಯವನ್ನು ತಿಳಿಸುವ ಕೆಲಸ ಮಾಡುತ್ತವೆ. ಶ್ರೀ ಮಹಾಸ್ವಾಮಿಗಳ ಮಾರ್ಗದರ್ಶನದಲ್ಲಿ ಪ್ರತಿ ವರ್ಷವೂ ನಡೆಯುತ್ತಿದೆ ಎಂದರು. ಈ ಸಂದರ್ಭದಲ್ಲಿ 10 ಜೋಡಿಗಳು [330,374,575,454]
delhi-col3: ಮಾಲಿನ್ಯದಲ್ಲಿ ಈ ಹಠಾತ್ ಹೆಚ್ಚಳಕ್ಕೆ ಪ್ರಮುಖ ಕಾರಣ ಗಾಳಿಯ ವೇಗದ ಕೊರತೆ ಎಂದು ತಜ್ಞರು ಹೇಳುತ್ತಾರೆ. ಗಾಳಿಯ ಕೊರತೆಯಿಂದಾಗಿ, ಧೂಳು, ಹೊಗೆ ಮತ್ತು ವಾಹನ ಮಾಲಿನ್ಯ ಕಣಗಳು ಒಂದೇ ಸ್ಥಳದಲ್ಲಿ ಸಂಗ್ರಹವಾಗುತ್ತಿವೆ. ನಗರದಲ್ಲಿ ಮಾಲಿನ್ಯ ನಿಯಂತ್ರಣಕ್ಕೆ ಕ್ರಮ ವಹಿಸಲಾಗುತ್ತಿದೆ. [475,1554,685,1634]
library-caption-2: ಮುಖ್ಯೋಪಾಧ್ಯಾಯ ಕೆ.ಜಿ.ಪ್ರಕಾಶ್, ಉಪನ್ಯಾಸಕ ಪೂಜಾ, ಶಿಕ್ಷಕರಾದ ಕೊಟ್ರೇಶ್ ಮಹಾಂತೇಶ, ಗುರುಪ್ರಸಾದ್, ಸಹಾಯಕ [1062,508,1212,554]
library-caption-1: ಗ್ರಂಥಾಲಯಕ್ಕೆ ಆಗಮಿಸಿ ಜ್ಞಾನ ಪಡೆಯಬೇಕು ಎಂದರು. ಈ ಸಂದರ್ಭದಲ್ಲಿ ನಿವೃತ್ತ ಗ್ರಂಥಾಲಯ [915,508,1055,554]
